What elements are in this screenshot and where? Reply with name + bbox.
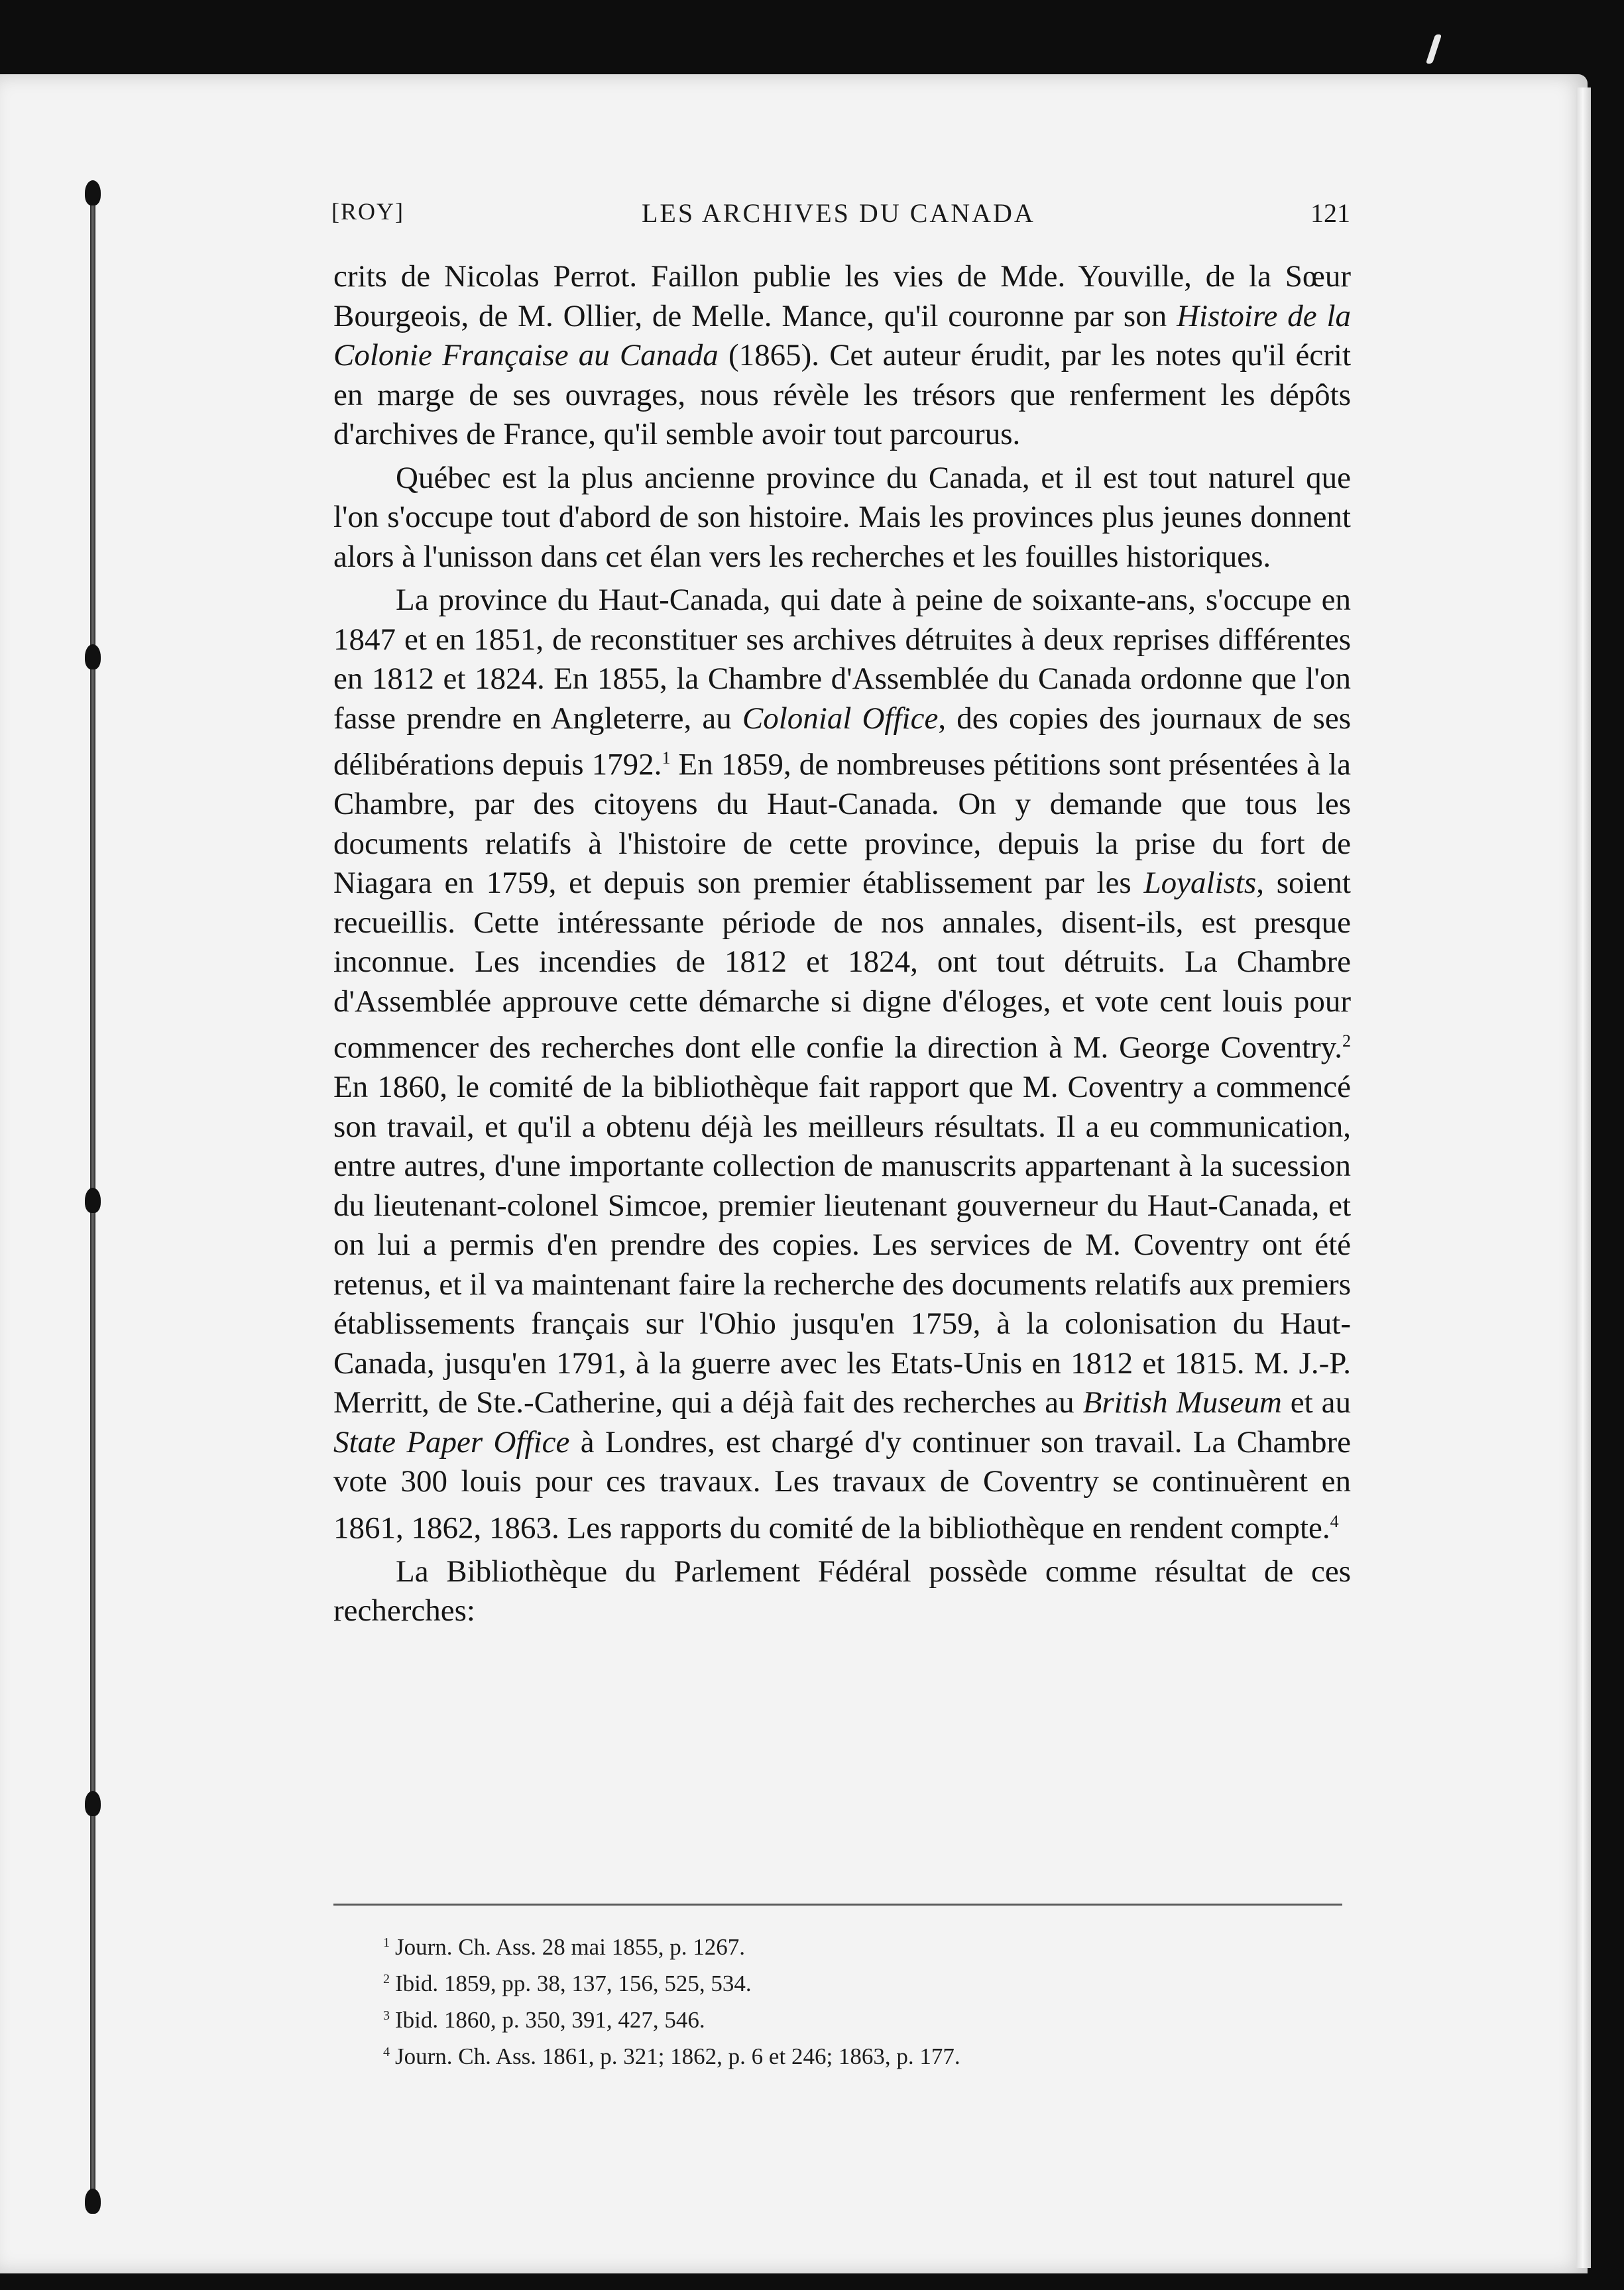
binding-knot (85, 2189, 101, 2214)
footnote-ref: 1 (662, 748, 671, 768)
paragraph (333, 1552, 1351, 1631)
running-author: [ROY] (331, 198, 404, 225)
footnote-ref: 2 (1342, 1031, 1351, 1051)
binding-knot (85, 1791, 101, 1816)
footnote-mark: 1 (383, 1935, 390, 1950)
text-run: Québec est la plus ancienne province du Canada, et il est tout naturel que l'on s'occupe tout d'abord de son histoire. Mais les provinces plus jeunes donnent alors à l'unisson dans cet élan vers les recherches et les fouilles historiques. (333, 460, 1351, 574)
italic-term: British Museum (1082, 1385, 1282, 1420)
footnote (383, 1927, 1351, 1963)
text-run: , des copies des journaux de ses délibérations depuis 1792. (333, 701, 1351, 782)
binding-thread (78, 180, 118, 2208)
italic-term: State Paper Office (333, 1424, 570, 1460)
scan-mark (1426, 34, 1442, 64)
text-run: (1865). Cet auteur érudit, par les notes qu'il écrit en marge de ses ouvrages, nous révèle les trésors que renferment les dépôts d'archives de France, qu'il semble avoir tout parcourus. (333, 338, 1352, 451)
text-run: et au (1290, 1385, 1352, 1420)
paragraph (333, 257, 1351, 455)
footnote-mark: 4 (383, 2045, 390, 2059)
footnotes (383, 1927, 1351, 2073)
text-run: La Bibliothèque du Parlement Fédéral possède comme résultat de ces recherches: (333, 1554, 1351, 1629)
text-run: crits de Nicolas Perrot. Faillon publie les vies de Mde. Youville, de la Sœur Bourgeois, de M. Ollier, de Melle. Mance, qu'il couronne par son (333, 259, 1351, 333)
text-run: La province du Haut-Canada, qui date à peine de soixante-ans, s'occupe en 1847 et en 1851, de reconstituer ses archives détruites à deux reprises différentes en 1812 et 1824. En 1855, la Chambre d'Assemblée du Canada ordonne que l'on fasse prendre en Angleterre, au (333, 583, 1351, 736)
text-run: En 1860, le comité de la bibliothèque fait rapport que M. Coventry a commencé son travail, et qu'il a obtenu déjà les meilleurs résultats. Il a eu communication, entre autres, d'une importante collection de manuscrits appartenant à la sucession du lieutenant-colonel Simcoe, premier lieutenant gouverneur du Haut-Canada, et on lui a permis d'en prendre des copies. Les services de M. Coventry ont été retenus, et il va maintenant faire la recherche des documents relatifs aux premiers établissements français sur l'Ohio jusqu'en 1759, à la colonisation du Haut-Canada, jusqu'en 1791, à la guerre avec les Etats-Unis en 1812 et 1815. M. J.-P. Merritt, de Ste.-Catherine, qui a déjà fait des recherches au (333, 1070, 1351, 1420)
paragraph (333, 581, 1351, 1548)
footnote-mark: 3 (383, 2008, 390, 2023)
running-header (0, 198, 1588, 237)
italic-term: Loyalists (1143, 866, 1257, 901)
text-run: à Londres, est chargé d'y continuer son travail. La Chambre vote 300 louis pour ces travaux. Les travaux de Coventry se continuèrent en 1861, 1862, 1863. Les rapports du comité de la bibliothèque en rendent compte. (333, 1424, 1351, 1546)
footnote-ref: 4 (1330, 1511, 1339, 1531)
page-number: 121 (1310, 198, 1350, 228)
footnote-separator (333, 1904, 1342, 1906)
book-title: Histoire de la Colonie Française au Canada (333, 298, 1352, 372)
footnote-mark: 2 (383, 1972, 390, 1986)
footnote (383, 2036, 1351, 2073)
footnote (383, 2000, 1351, 2036)
text-run: , soient recueillis. Cette intéressante période de nos annales, disent-ils, est presque inconnue. Les incendies de 1812 et 1824, ont tout détruits. La Chambre d'Assemblée approuve cette démarche si digne d'éloges, et vote cent louis pour commencer des recherches dont elle confie la direction à M. George Coventry. (333, 866, 1351, 1065)
binding-knot (85, 644, 101, 669)
page-edge (1576, 87, 1591, 2268)
footnote (383, 1963, 1351, 2000)
italic-term: Colonial Office (742, 701, 939, 736)
paragraph (333, 459, 1351, 577)
footnote-text: Ibid. 1860, p. 350, 391, 427, 546. (395, 2007, 705, 2033)
footnote-text: Journ. Ch. Ass. 1861, p. 321; 1862, p. 6 et 246; 1863, p. 177. (395, 2043, 960, 2069)
footnote-text: Ibid. 1859, pp. 38, 137, 156, 525, 534. (395, 1971, 752, 1996)
text-run: En 1859, de nombreuses pétitions sont présentées à la Chambre, par des citoyens du Haut-Canada. On y demande que tous les documents relatifs à l'histoire de cette province, depuis la prise du fort de Niagara en 1759, et depuis son premier établissement par les (333, 747, 1351, 901)
binding-knot (85, 1188, 101, 1213)
footnote-text: Journ. Ch. Ass. 28 mai 1855, p. 1267. (395, 1934, 745, 1960)
body-text (333, 257, 1351, 1635)
running-title: LES ARCHIVES DU CANADA (642, 198, 1035, 228)
